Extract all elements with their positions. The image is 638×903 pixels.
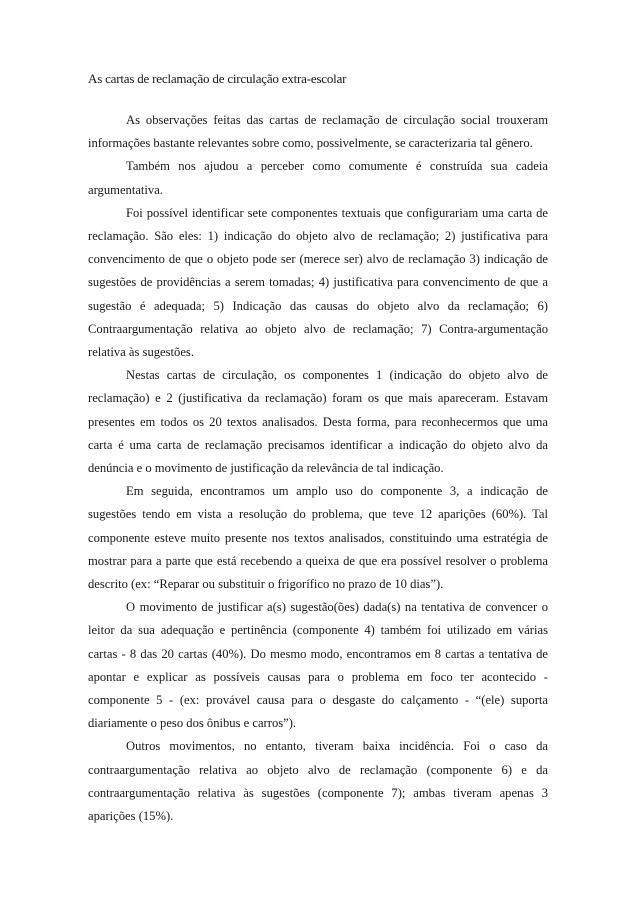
paragraph-3: Foi possível identificar sete componentes textuais que configurariam uma carta de reclamação. São eles: 1) indicação do objeto alvo de reclamação; 2) justificativa para convencimento de que o objeto pode ser (merece ser) alvo de reclamação 3) indicação de sugestões de providências a serem tomadas; 4) justificativa para convencimento de que a sugestão é adequada; 5) Indicação das causas do objeto alvo da reclamação; 6) Contraargumentação relativa ao objeto alvo de reclamação; 7) Contra-argumentação relativa às sugestões. <box>88 205 548 360</box>
paragraph-6: O movimento de justificar a(s) sugestão(ões) dada(s) na tentativa de convencer o leitor da sua adequação e pertinência (componente 4) também foi utilizado em várias cartas - 8 das 20 cartas (40%). Do mesmo modo, encontramos em 8 cartas a tentativa de apontar e explicar as possíveis causas para o problema em foco ter acontecido - componente 5 - (ex: provável causa para o desgaste do calçamento - “(ele) suporta diariamente o peso dos ônibus e carros”). <box>88 600 548 731</box>
paragraph-4: Nestas cartas de circulação, os componentes 1 (indicação do objeto alvo de reclamação) e 2 (justificativa da reclamação) foram os que mais apareceram. Estavam presentes em todos os 20 textos analisados. Desta forma, para reconhecermos que uma carta é uma carta de reclamação precisamos identificar a indicação do objeto alvo da denúncia e o movimento de justificação da relevância de tal indicação. <box>88 368 548 476</box>
document-title: As cartas de reclamação de circulação extra-escolar <box>88 71 347 86</box>
document-page <box>88 70 548 828</box>
paragraph-2: Também nos ajudou a perceber como comumente é construída sua cadeia argumentativa. <box>88 159 548 197</box>
paragraph-5: Em seguida, encontramos um amplo uso do componente 3, a indicação de sugestões tendo em vista a resolução do problema, que teve 12 aparições (60%). Tal componente esteve muito presente nos textos analisados, constituindo uma estratégia de mostrar para a parte que está recebendo a queixa de que era possível resolver o problema descrito (ex: “Reparar ou substituir o frigorífico no prazo de 10 dias”). <box>88 484 548 592</box>
paragraph-1: As observações feitas das cartas de reclamação de circulação social trouxeram informações bastante relevantes sobre como, possivelmente, se caracterizaria tal gênero. <box>88 113 548 151</box>
paragraph-7: Outros movimentos, no entanto, tiveram baixa incidência. Foi o caso da contraargumentação relativa ao objeto alvo de reclamação (componente 6) e da contraargumentação relativa às sugestões (componente 7); ambas tiveram apenas 3 aparições (15%). <box>88 739 548 824</box>
